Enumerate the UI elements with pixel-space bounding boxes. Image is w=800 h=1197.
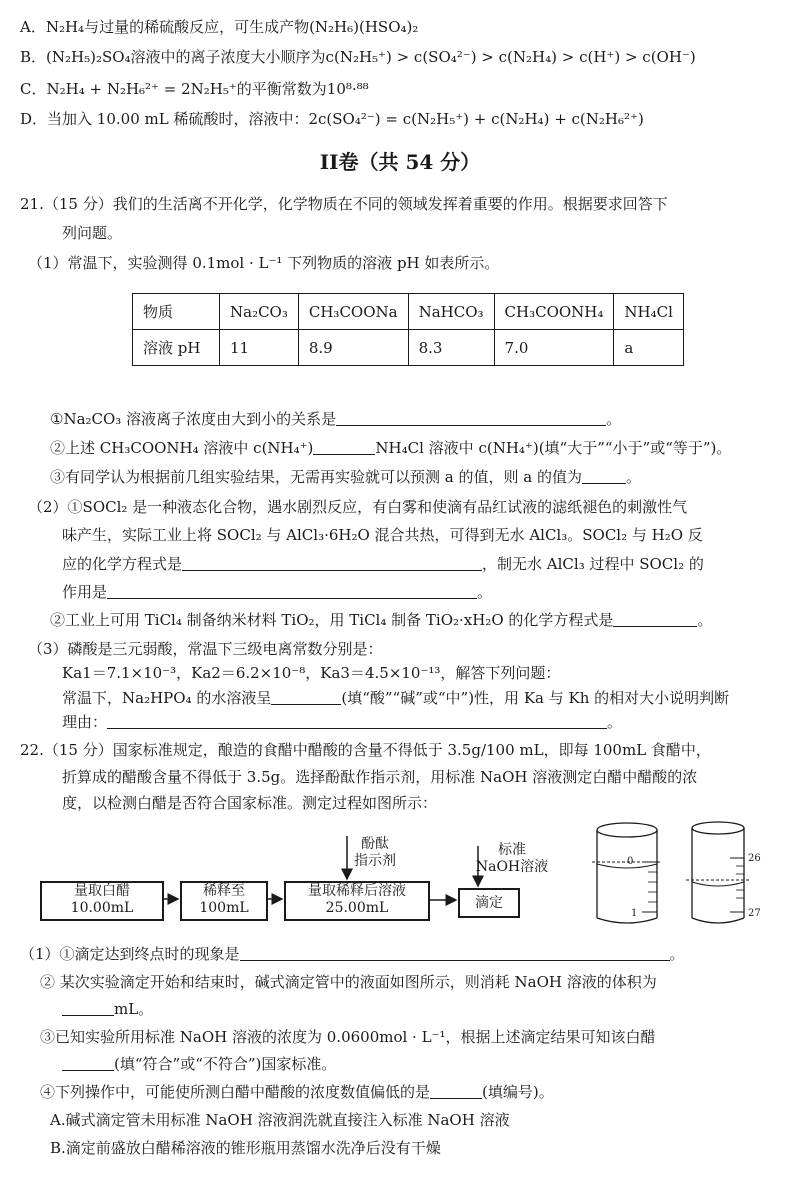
table-cell: 物质 (133, 294, 220, 330)
option-b: B．(N₂H₅)₂SO₄溶液中的离子浓度大小顺序为c(N₂H₅⁺) > c(SO₄²⁻) > c(N₂H₄) > c(H⁺) > c(OH⁻) (20, 48, 696, 66)
q22-sub1-c-line2-text: (填“符合”或“不符合”)国家标准。 (114, 1055, 337, 1073)
indicator-label (340, 836, 410, 870)
period: 。 (697, 611, 713, 629)
answer-blank[interactable] (271, 689, 341, 705)
flow-box-measure-vinegar (40, 881, 164, 921)
burette-start-tick-1: 1 (631, 908, 638, 919)
q21-part3-line3-text1: 常温下，Na₂HPO₄ 的水溶液呈 (62, 689, 272, 707)
q22-sub1-c-line2 (62, 1053, 336, 1075)
flow-box-titrate: 滴定 (458, 888, 520, 918)
q21-part2-line3 (62, 553, 704, 575)
q22-sub1-d-text: ④下列操作中，可能使所测白醋中醋酸的浓度数值偏低的是 (40, 1083, 431, 1101)
option-a: A．N₂H₄与过量的稀硫酸反应，可生成产物(N₂H₆)(HSO₄)₂ (20, 18, 419, 36)
burette-start-icon (592, 823, 662, 923)
q21-part2-line3-text2: ，制无水 AlCl₃ 过程中 SOCl₂ 的 (482, 555, 704, 573)
table-row (133, 294, 684, 330)
q22-stem-line1: 22.（15 分）国家标准规定，酿造的食醋中醋酸的含量不得低于 3.5g/100 mL，即每 100mL 食醋中， (20, 741, 711, 759)
q21-part2-line4 (62, 581, 492, 603)
q22-option-a: A.碱式滴定管未用标准 NaOH 溶液润洗就直接注入标准 NaOH 溶液 (50, 1111, 510, 1129)
table-cell: Na₂CO₃ (220, 294, 299, 330)
flow-box-text: 量取稀释后溶液 (308, 883, 406, 899)
flow-box-dilute (180, 881, 268, 921)
period: 。 (606, 410, 622, 428)
flow-box-text: 25.00mL (325, 900, 389, 916)
answer-blank[interactable] (430, 1083, 482, 1099)
q21-part3-line3 (62, 687, 729, 709)
flow-box-measure-diluted (284, 881, 430, 921)
answer-blank[interactable] (182, 555, 482, 571)
q21-sub1-b (50, 437, 731, 459)
q21-part2-line3-text1: 应的化学方程式是 (62, 555, 183, 573)
q22-option-b: B.滴定前盛放白醋稀溶液的锥形瓶用蒸馏水洗净后没有干燥 (50, 1139, 441, 1157)
answer-blank[interactable] (62, 1055, 114, 1071)
q21-stem-line2: 列问题。 (62, 224, 123, 242)
q21-sub1-a-text: ①Na₂CO₃ 溶液离子浓度由大到小的关系是 (50, 410, 337, 428)
q21-part1-intro: （1）常温下，实验测得 0.1mol · L⁻¹ 下列物质的溶液 pH 如表所示。 (28, 254, 500, 272)
burette-end-icon (686, 822, 750, 923)
table-cell: CH₃COONH₄ (494, 294, 614, 330)
answer-blank[interactable] (107, 583, 477, 599)
indicator-text: 酚酞 (361, 836, 389, 852)
ph-table (132, 293, 684, 366)
burette-end-tick-27: 27 (748, 908, 761, 919)
table-cell: NH₄Cl (614, 294, 684, 330)
naoh-text: NaOH溶液 (475, 859, 549, 875)
table-cell: 8.9 (298, 330, 408, 366)
q22-sub1-b-line1: ② 某次实验滴定开始和结束时，碱式滴定管中的液面如图所示，则消耗 NaOH 溶液的体积为 (40, 973, 657, 991)
table-cell: NaHCO₃ (408, 294, 494, 330)
answer-blank[interactable] (582, 468, 626, 484)
table-cell: 8.3 (408, 330, 494, 366)
q21-sub1-a (50, 408, 621, 430)
flow-box-text: 稀释至 (203, 883, 245, 899)
answer-blank[interactable] (613, 611, 697, 627)
table-cell: 7.0 (494, 330, 614, 366)
q21-part3-line4-text: 理由： (62, 713, 108, 731)
q21-part3-line4 (62, 711, 622, 733)
q22-sub1-a-text: （1）①滴定达到终点时的现象是 (20, 945, 240, 963)
q22-sub1-d (40, 1081, 554, 1103)
naoh-text: 标准 (498, 842, 526, 858)
q21-part3-line1: （3）磷酸是三元弱酸，常温下三级电离常数分别是： (28, 640, 383, 658)
answer-blank[interactable] (62, 1000, 114, 1016)
q22-stem-line3: 度，以检测白醋是否符合国家标准。测定过程如图所示： (62, 794, 438, 812)
table-cell: 11 (220, 330, 299, 366)
q21-part3-line3-text2: (填“酸”“碱”或“中”)性，用 Ka 与 Kh 的相对大小说明判断 (341, 689, 730, 707)
flow-box-text: 10.00mL (70, 900, 134, 916)
q21-sub1-b-text2: NH₄Cl 溶液中 c(NH₄⁺)(填“大于”“小于”或“等于”)。 (375, 439, 732, 457)
q22-sub1-c-line1: ③已知实验所用标准 NaOH 溶液的浓度为 0.0600mol · L⁻¹，根据上述滴定结果可知该白醋 (40, 1028, 656, 1046)
q22-sub1-d-end: (填编号)。 (482, 1083, 554, 1101)
q21-part2-line1: （2）①SOCl₂ 是一种液态化合物，遇水剧烈反应，有白雾和使滴有品红试液的滤纸褪色的刺激性气 (28, 498, 688, 516)
answer-blank[interactable] (336, 410, 606, 426)
burette-start-tick-0: 0 (627, 856, 634, 867)
table-cell: a (614, 330, 684, 366)
q22-sub1-a (20, 943, 685, 965)
naoh-label (472, 842, 552, 876)
answer-blank[interactable] (240, 945, 670, 961)
period: 。 (625, 468, 641, 486)
section-title: II卷（共 54 分） (319, 150, 481, 174)
table-cell: CH₃COONa (298, 294, 408, 330)
q21-sub1-c (50, 466, 641, 488)
indicator-text: 指示剂 (354, 853, 396, 869)
q21-part2-sub2-text: ②工业上可用 TiCl₄ 制备纳米材料 TiO₂，用 TiCl₄ 制备 TiO₂·xH₂O 的化学方程式是 (50, 611, 614, 629)
table-cell: 溶液 pH (133, 330, 220, 366)
q21-part2-sub2 (50, 609, 712, 631)
q21-sub1-b-text1: ②上述 CH₃COONH₄ 溶液中 c(NH₄⁺) (50, 439, 314, 457)
answer-blank[interactable] (107, 713, 607, 729)
period: 。 (669, 945, 685, 963)
q21-sub1-c-text: ③有同学认为根据前几组实验结果，无需再实验就可以预测 a 的值，则 a 的值为 (50, 468, 582, 486)
answer-blank[interactable] (313, 439, 375, 455)
option-c: C．N₂H₄ + N₂H₆²⁺ = 2N₂H₅⁺的平衡常数为10⁸·⁸⁸ (20, 80, 369, 98)
q21-part2-line2: 味产生，实际工业上将 SOCl₂ 与 AlCl₃·6H₂O 混合共热，可得到无水 AlCl₃。SOCl₂ 与 H₂O 反 (62, 526, 703, 544)
q21-stem-line1: 21.（15 分）我们的生活离不开化学，化学物质在不同的领域发挥着重要的作用。根据要求回答下 (20, 195, 668, 213)
period: 。 (477, 583, 493, 601)
option-d: D．当加入 10.00 mL 稀硫酸时，溶液中：2c(SO₄²⁻) = c(N₂H₅⁺) + c(N₂H₄) + c(N₂H₆²⁺) (20, 110, 644, 128)
flow-box-text: 量取白醋 (74, 883, 130, 899)
flow-box-text: 100mL (199, 900, 249, 916)
q21-part2-line4-text: 作用是 (62, 583, 108, 601)
q21-part3-constants: Ka1＝7.1×10⁻³，Ka2＝6.2×10⁻⁸，Ka3＝4.5×10⁻¹³，解答下列问题： (62, 664, 561, 682)
burette-end-tick-26: 26 (748, 853, 761, 864)
q22-sub1-b-line2-text: mL。 (114, 1000, 154, 1018)
q22-sub1-b-line2 (62, 998, 153, 1020)
period: 。 (607, 713, 623, 731)
q22-stem-line2: 折算成的醋酸含量不得低于 3.5g。选择酚酞作指示剂，用标准 NaOH 溶液测定白醋中醋酸的浓 (62, 768, 698, 786)
table-row (133, 330, 684, 366)
